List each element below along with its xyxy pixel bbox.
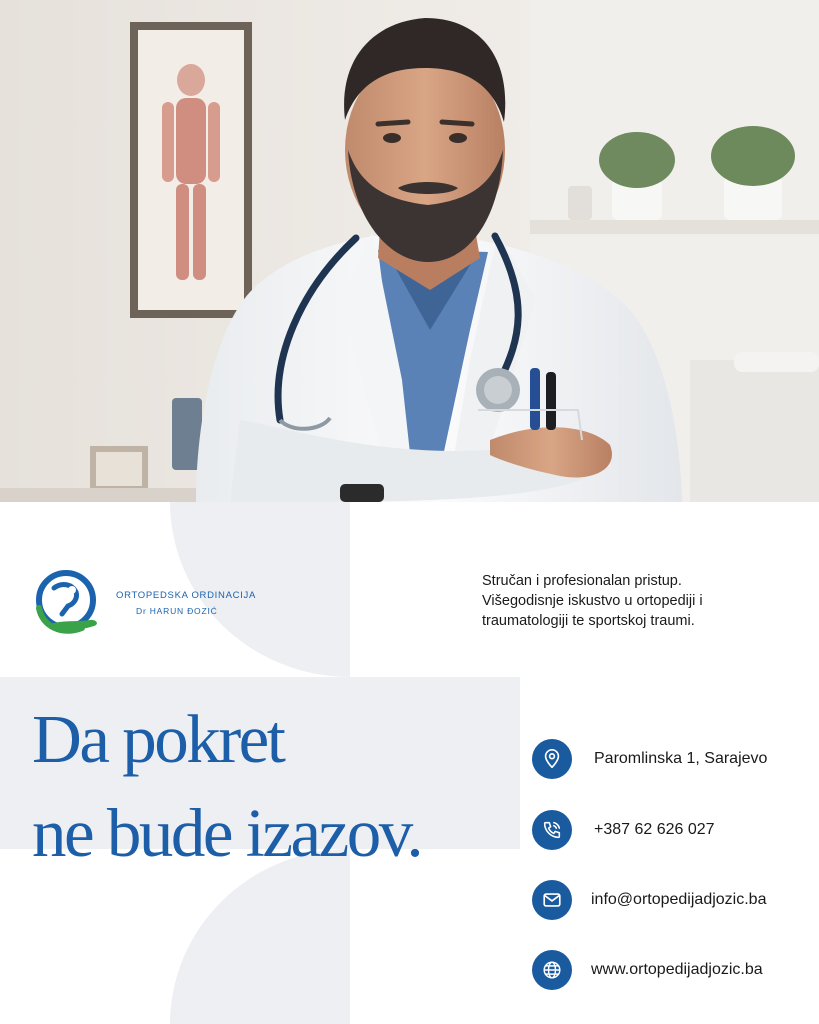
- logo-doctor-name: Dr HARUN ĐOZIĆ: [136, 606, 218, 616]
- mail-icon: [532, 880, 572, 920]
- address-text: Paromlinska 1, Sarajevo: [594, 750, 768, 767]
- headline: [32, 692, 421, 880]
- description-line: Stručan i profesionalan pristup.: [482, 573, 682, 589]
- doctor-photo: [0, 0, 819, 502]
- logo-clinic-name: ORTOPEDSKA ORDINACIJA: [116, 590, 256, 601]
- location-pin-icon: [532, 739, 572, 779]
- orthopedic-logo-icon: [32, 568, 104, 640]
- clinic-logo: [32, 568, 256, 640]
- contact-email: [532, 880, 766, 920]
- website-text[interactable]: www.ortopedijadjozic.ba: [591, 961, 763, 978]
- phone-icon: [532, 810, 572, 850]
- globe-icon: [532, 950, 572, 990]
- description-line: Višegodisnje iskustvo u ortopediji i: [482, 593, 703, 609]
- contact-address: [532, 739, 767, 779]
- description: [482, 571, 802, 631]
- contact-website: [532, 950, 763, 990]
- description-line: traumatologiji te sportskoj traumi.: [482, 613, 695, 629]
- headline-line-1: Da pokret: [32, 701, 284, 777]
- phone-text[interactable]: +387 62 626 027: [594, 821, 715, 838]
- headline-line-2: ne bude izazov.: [32, 795, 422, 871]
- contact-phone: [532, 810, 715, 850]
- email-text[interactable]: info@ortopedijadjozic.ba: [591, 891, 767, 908]
